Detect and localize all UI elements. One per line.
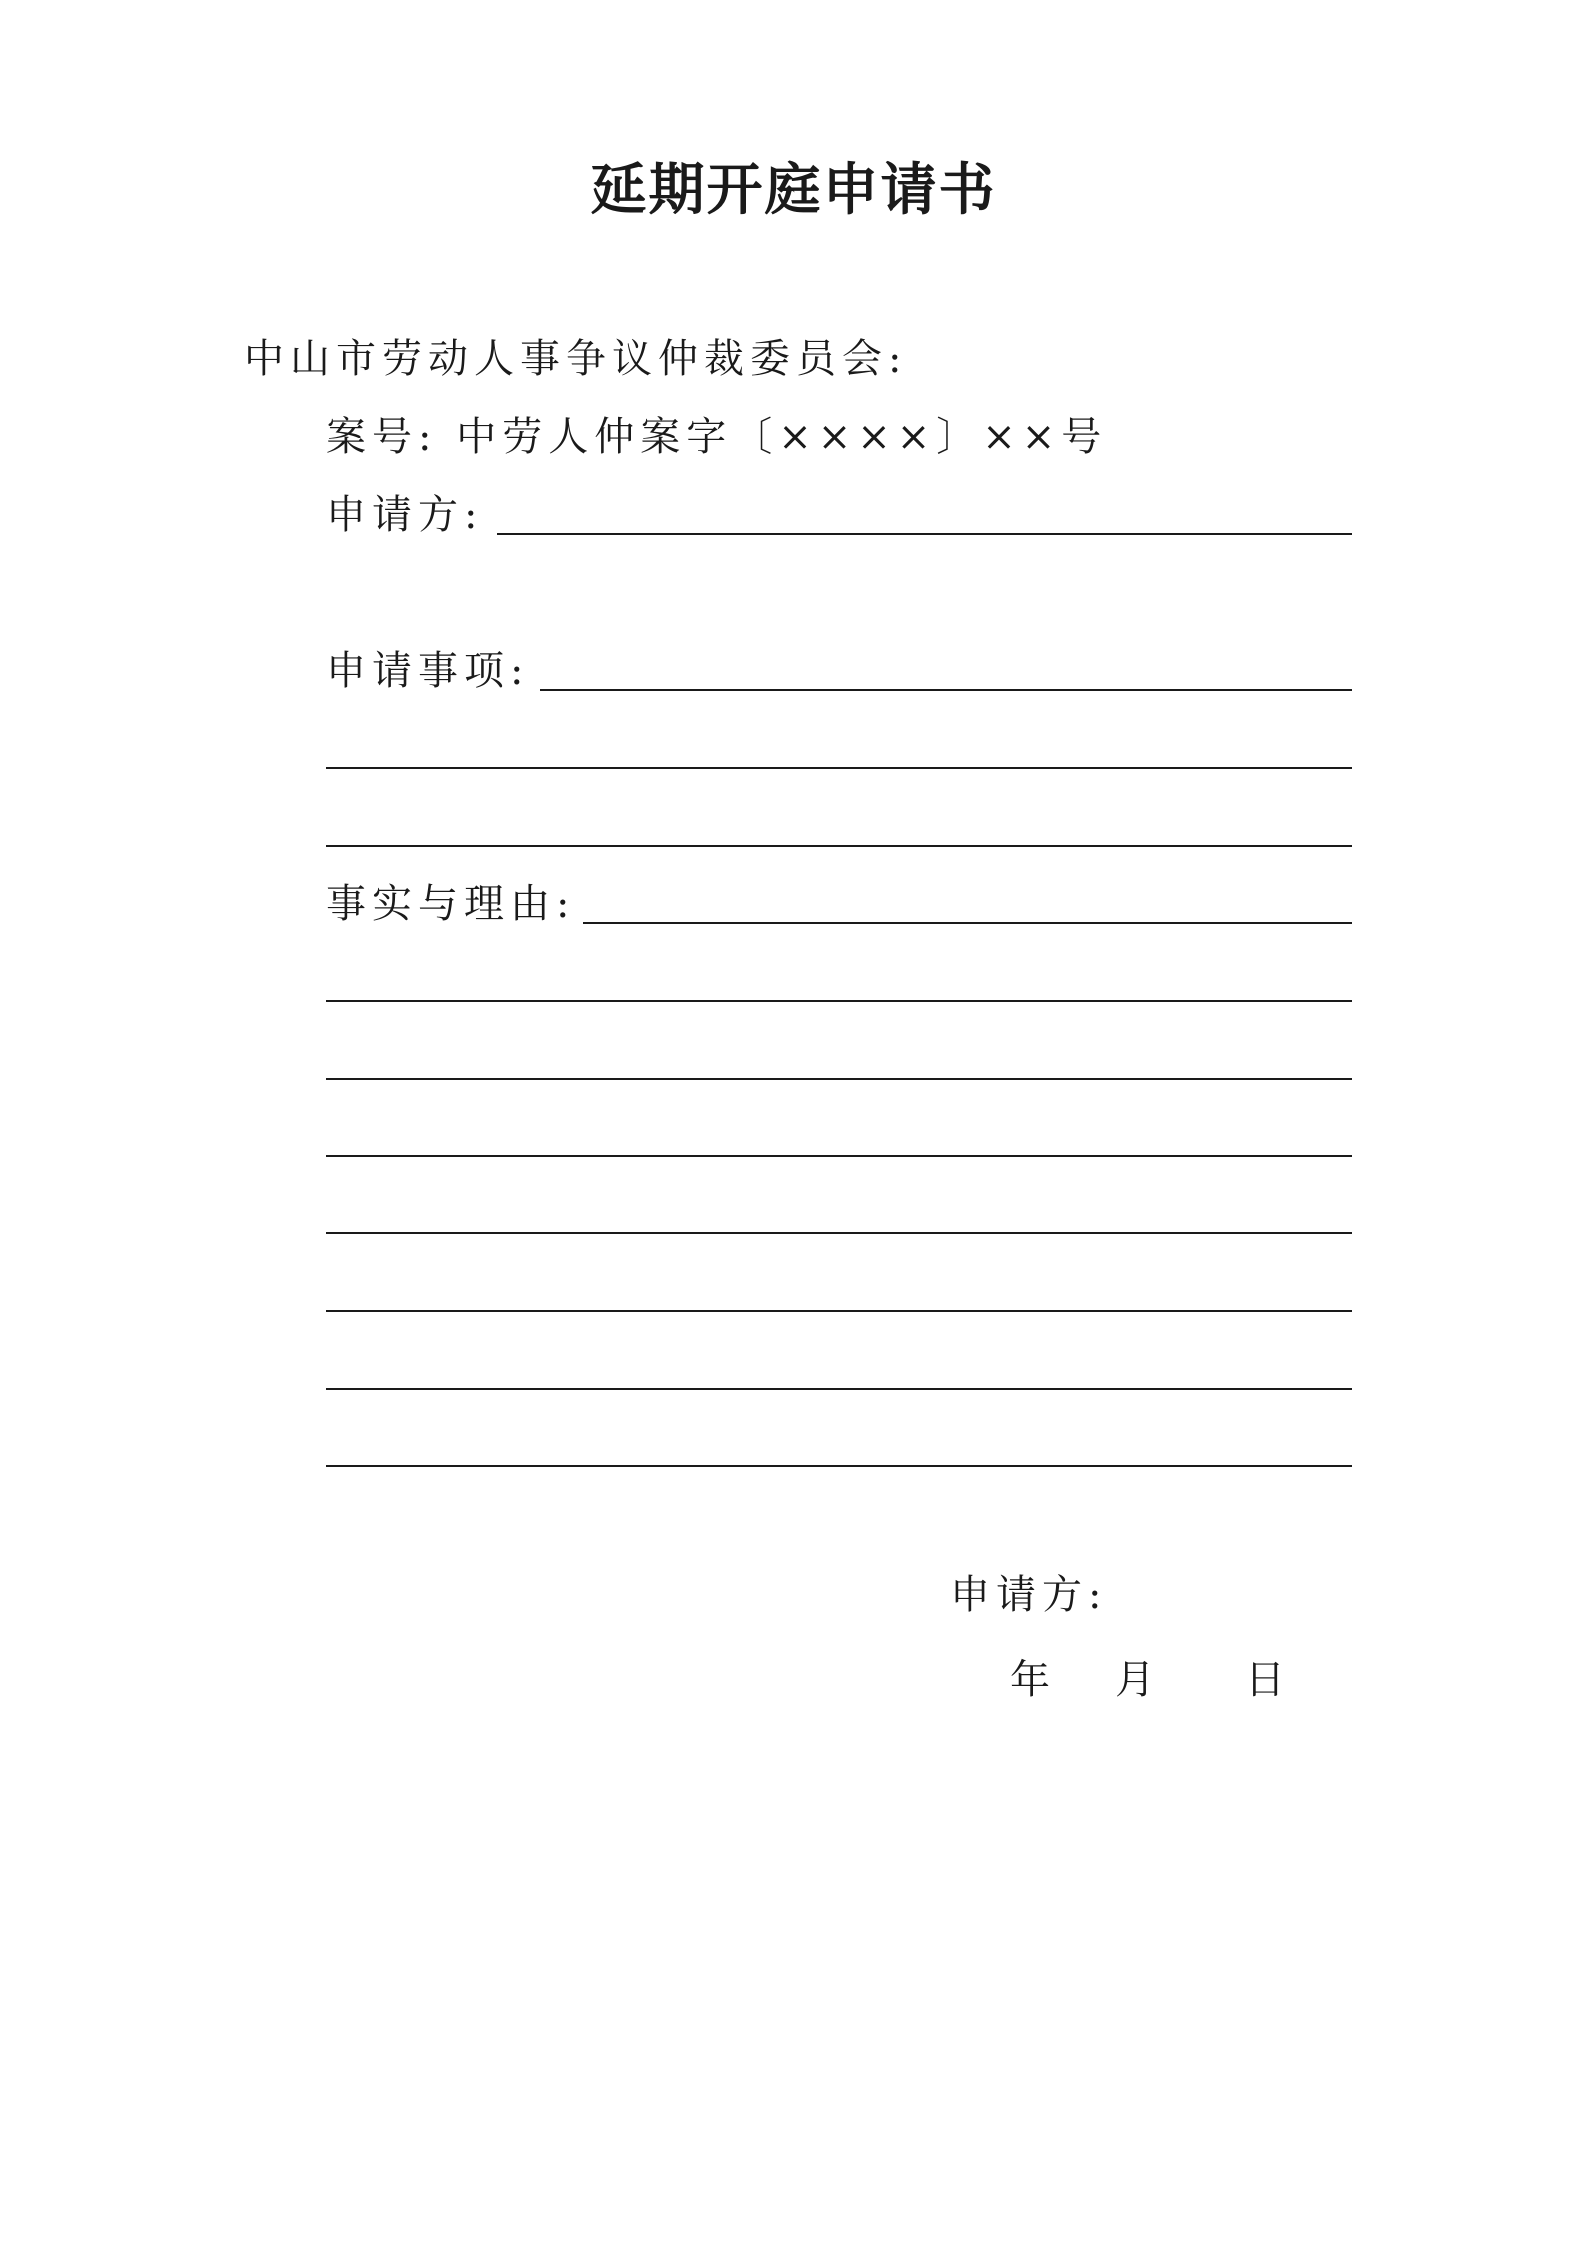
applicant-fill-line[interactable] (497, 533, 1352, 535)
request-fill-line[interactable] (326, 767, 1352, 769)
request-label: 申请事项: (326, 648, 530, 694)
facts-fill-line[interactable] (326, 1078, 1352, 1080)
facts-fill-line[interactable] (326, 1465, 1352, 1467)
facts-fill-line[interactable] (326, 1388, 1352, 1390)
facts-fill-line[interactable] (326, 1310, 1352, 1312)
facts-fill-line[interactable] (326, 1000, 1352, 1002)
document-title: 延期开庭申请书 (590, 157, 997, 223)
request-fill-line[interactable] (326, 845, 1352, 847)
case-number: 案号: 中劳人仲案字〔××××〕××号 (326, 414, 1108, 460)
facts-label: 事实与理由: (326, 881, 576, 927)
date-month-label: 月 (1115, 1657, 1161, 1703)
date-day-label: 日 (1245, 1657, 1291, 1703)
facts-fill-line[interactable] (583, 922, 1352, 924)
addressee: 中山市劳动人事争议仲裁委员会: (244, 336, 908, 382)
date-year-label: 年 (1010, 1657, 1056, 1703)
request-fill-line[interactable] (540, 689, 1352, 691)
applicant-label: 申请方: (326, 492, 484, 538)
facts-fill-line[interactable] (326, 1155, 1352, 1157)
facts-fill-line[interactable] (326, 1232, 1352, 1234)
signature-applicant-label: 申请方: (950, 1572, 1108, 1618)
